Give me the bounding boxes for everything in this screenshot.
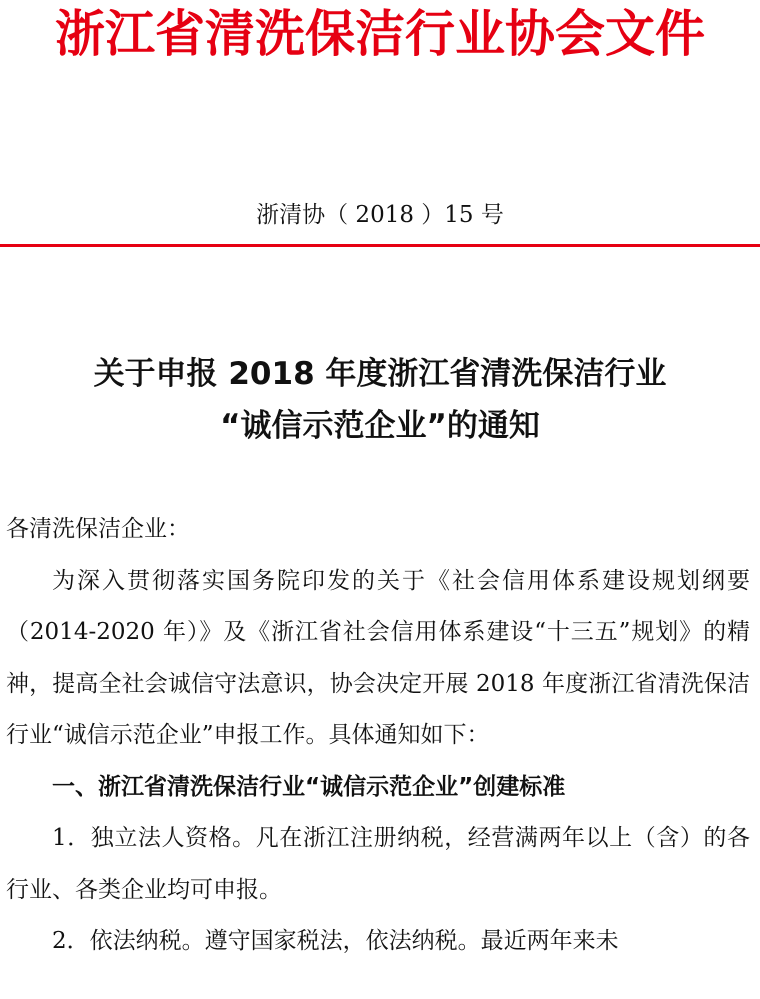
intro-paragraph: 为深入贯彻落实国务院印发的关于《社会信用体系建设规划纲要（2014-2020 年）》及《浙江省社会信用体系建设“十三五”规划》的精神，提高全社会诚信守法意识，协会决定开展 2018 年度浙江省清洗保洁行业“诚信示范企业”申报工作。具体通知如下： bbox=[6, 567, 750, 748]
document-header-title: 浙江省清洗保洁行业协会文件 bbox=[55, 5, 705, 63]
notice-title-line-1: 关于申报 2018 年度浙江省清洗保洁行业 bbox=[93, 356, 667, 392]
document-body bbox=[6, 504, 750, 968]
criteria-item-1: 1．独立法人资格。凡在浙江注册纳税，经营满两年以上（含）的各行业、各类企业均可申报。 bbox=[6, 825, 750, 903]
salutation: 各清洗保洁企业： bbox=[6, 516, 190, 542]
notice-title bbox=[0, 348, 760, 452]
criteria-item-2: 2．依法纳税。遵守国家税法，依法纳税。最近两年来未 bbox=[52, 928, 619, 954]
notice-title-line-2: “诚信示范企业”的通知 bbox=[220, 408, 540, 444]
document-number: 浙清协（ 2018 ）15 号 bbox=[256, 202, 504, 228]
section-heading-1: 一、浙江省清洗保洁行业“诚信示范企业”创建标准 bbox=[52, 773, 566, 800]
red-divider-line bbox=[0, 244, 760, 247]
